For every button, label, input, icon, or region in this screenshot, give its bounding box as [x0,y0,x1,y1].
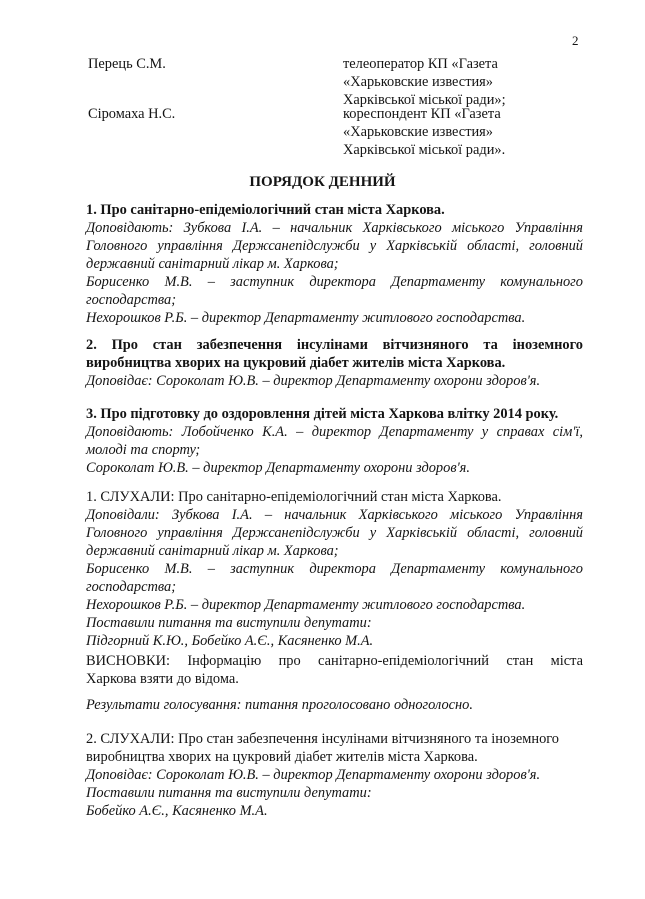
agenda-speaker: Сороколат Ю.В. – директор Департаменту охорони здоров'я. [86,460,470,476]
agenda-item-title: 2. Про стан забезпечення інсулінами вітчизняного та іноземного виробництва хворих на цукровий діабет жителів міста Харкова. [86,337,583,371]
agenda-item-title: 1. Про санітарно-епідеміологічний стан міста Харкова. [86,202,445,218]
agenda-item-1 [86,201,583,327]
participant-role-line: кореспондент КП «Газета [343,106,501,122]
heard-item-2 [86,730,583,820]
conclusion [86,652,583,688]
conclusion-text-2: Харкова взяти до відома. [86,671,239,687]
heard-title: 1. СЛУХАЛИ: Про санітарно-епідеміологічний стан міста Харкова. [86,489,502,505]
heard-questions: Поставили питання та виступили депутати: [86,785,372,801]
participant-role-line: Харківської міської ради». [343,142,506,158]
heard-title-2: виробництва хворих на цукровий діабет жителів міста Харкова. [86,749,478,765]
agenda-speaker: Борисенко М.В. – заступник директора Департаменту комунального господарства; [86,274,583,308]
heard-speaker: Борисенко М.В. – заступник директора Департаменту комунального господарства; [86,561,583,595]
participant-role-line: телеоператор КП «Газета [343,56,498,72]
agenda-title: ПОРЯДОК ДЕННИЙ [249,174,396,190]
vote-result: Результати голосування: питання проголосовано одноголосно. [86,697,473,713]
heard-speaker: Доповідали: Зубкова І.А. – начальник Харківського міського Управління Головного управління Держсанепідслужби у Харківській області, головний державний санітарний лікар м. Харкова; [86,507,583,559]
heard-speaker: Доповідає: Сороколат Ю.В. – директор Департаменту охорони здоров'я. [86,767,541,783]
agenda-speaker: Доповідає: Сороколат Ю.В. – директор Департаменту охорони здоров'я. [86,373,541,389]
participant-role-line: «Харьковские известия» [343,124,493,140]
heard-title: 2. СЛУХАЛИ: Про стан забезпечення інсулінами вітчизняного та іноземного [86,731,560,747]
page-number: 2 [572,33,579,48]
agenda-item-3 [86,405,583,477]
participant-name: Сіромаха Н.С. [88,106,176,122]
conclusion-label: ВИСНОВКИ: [86,653,170,669]
heard-deputies: Підгорний К.Ю., Бобейко А.Є., Касяненко М.А. [86,633,374,649]
heard-deputies: Бобейко А.Є., Касяненко М.А. [86,803,268,819]
participant-role-line: «Харьковские известия» [343,74,493,90]
heard-speaker: Нехорошков Р.Б. – директор Департаменту житлового господарства. [86,597,526,613]
conclusion-text: Інформацію про санітарно-епідеміологічний стан міста [187,653,583,669]
agenda-speaker: Доповідають: Лобойченко К.А. – директор Департаменту у справах сім'ї, молоді та спорту; [86,424,583,458]
participant-role-line: Харківської міської ради»; [343,92,506,108]
heard-questions: Поставили питання та виступили депутати: [86,615,372,631]
agenda-speaker: Нехорошков Р.Б. – директор Департаменту житлового господарства. [86,310,526,326]
agenda-item-title: 3. Про підготовку до оздоровлення дітей міста Харкова влітку 2014 року. [86,406,559,422]
agenda-item-2 [86,336,583,390]
agenda-speaker: Доповідають: Зубкова І.А. – начальник Харківського міського Управління Головного управління Держсанепідслужби у Харківській області, головний державний санітарний лікар м. Харкова; [86,220,583,272]
heard-item-1 [86,488,583,650]
participant-name: Перець С.М. [88,56,166,72]
